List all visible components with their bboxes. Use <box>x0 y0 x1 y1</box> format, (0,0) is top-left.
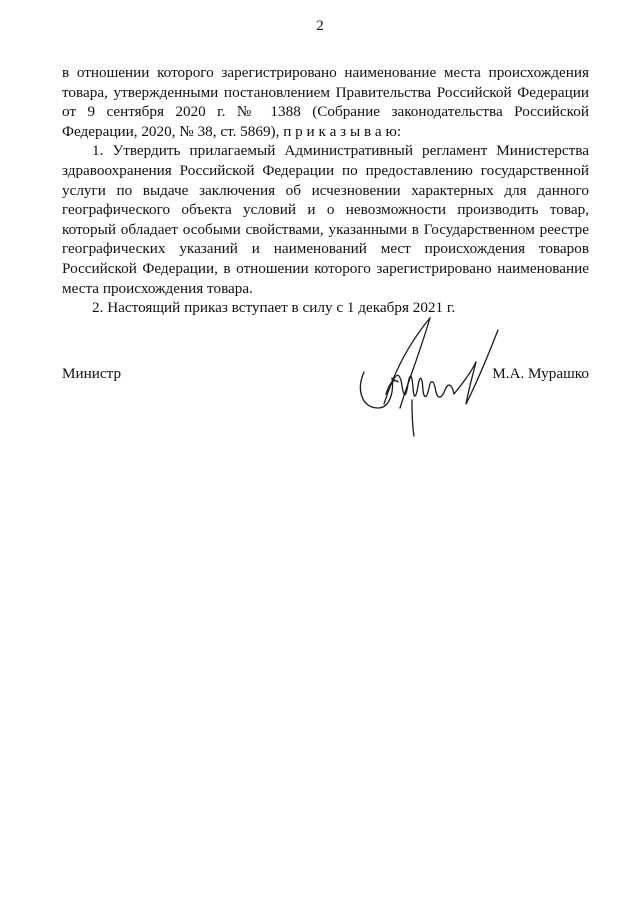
paragraph-item-2: 2. Настоящий приказ вступает в силу с 1 декабря 2021 г. <box>92 299 456 317</box>
paragraph-item-1: 1. Утвердить прилагаемый Административный регламент Министерства здравоохранения Российской Федерации по предоставлению государственной услуги по выдаче заключения об исчезновении характерных для данного географического объекта условий и о невозможности производить товар, который обладает особыми свойствами, указанными в Государственном реестре географических указаний и наименований мест происхождения товаров Российской Федерации, в отношении которого зарегистрировано наименование места происхождения товара. <box>62 142 589 297</box>
paragraph-continuation: в отношении которого зарегистрировано наименование места происхождения товара, утвержденными постановлением Правительства Российской Федерации от 9 сентября 2020 г. № 1388 (Собрание законодательства Российской Федерации, 2020, № 38, ст. 5869), п р и к а з ы в а ю: <box>62 64 589 140</box>
signer-position: Министр <box>62 365 122 382</box>
signer-name: М.А. Мурашко <box>492 365 589 382</box>
page-number: 2 <box>316 18 324 34</box>
handwritten-signature-icon <box>350 312 520 442</box>
document-body <box>62 63 589 318</box>
